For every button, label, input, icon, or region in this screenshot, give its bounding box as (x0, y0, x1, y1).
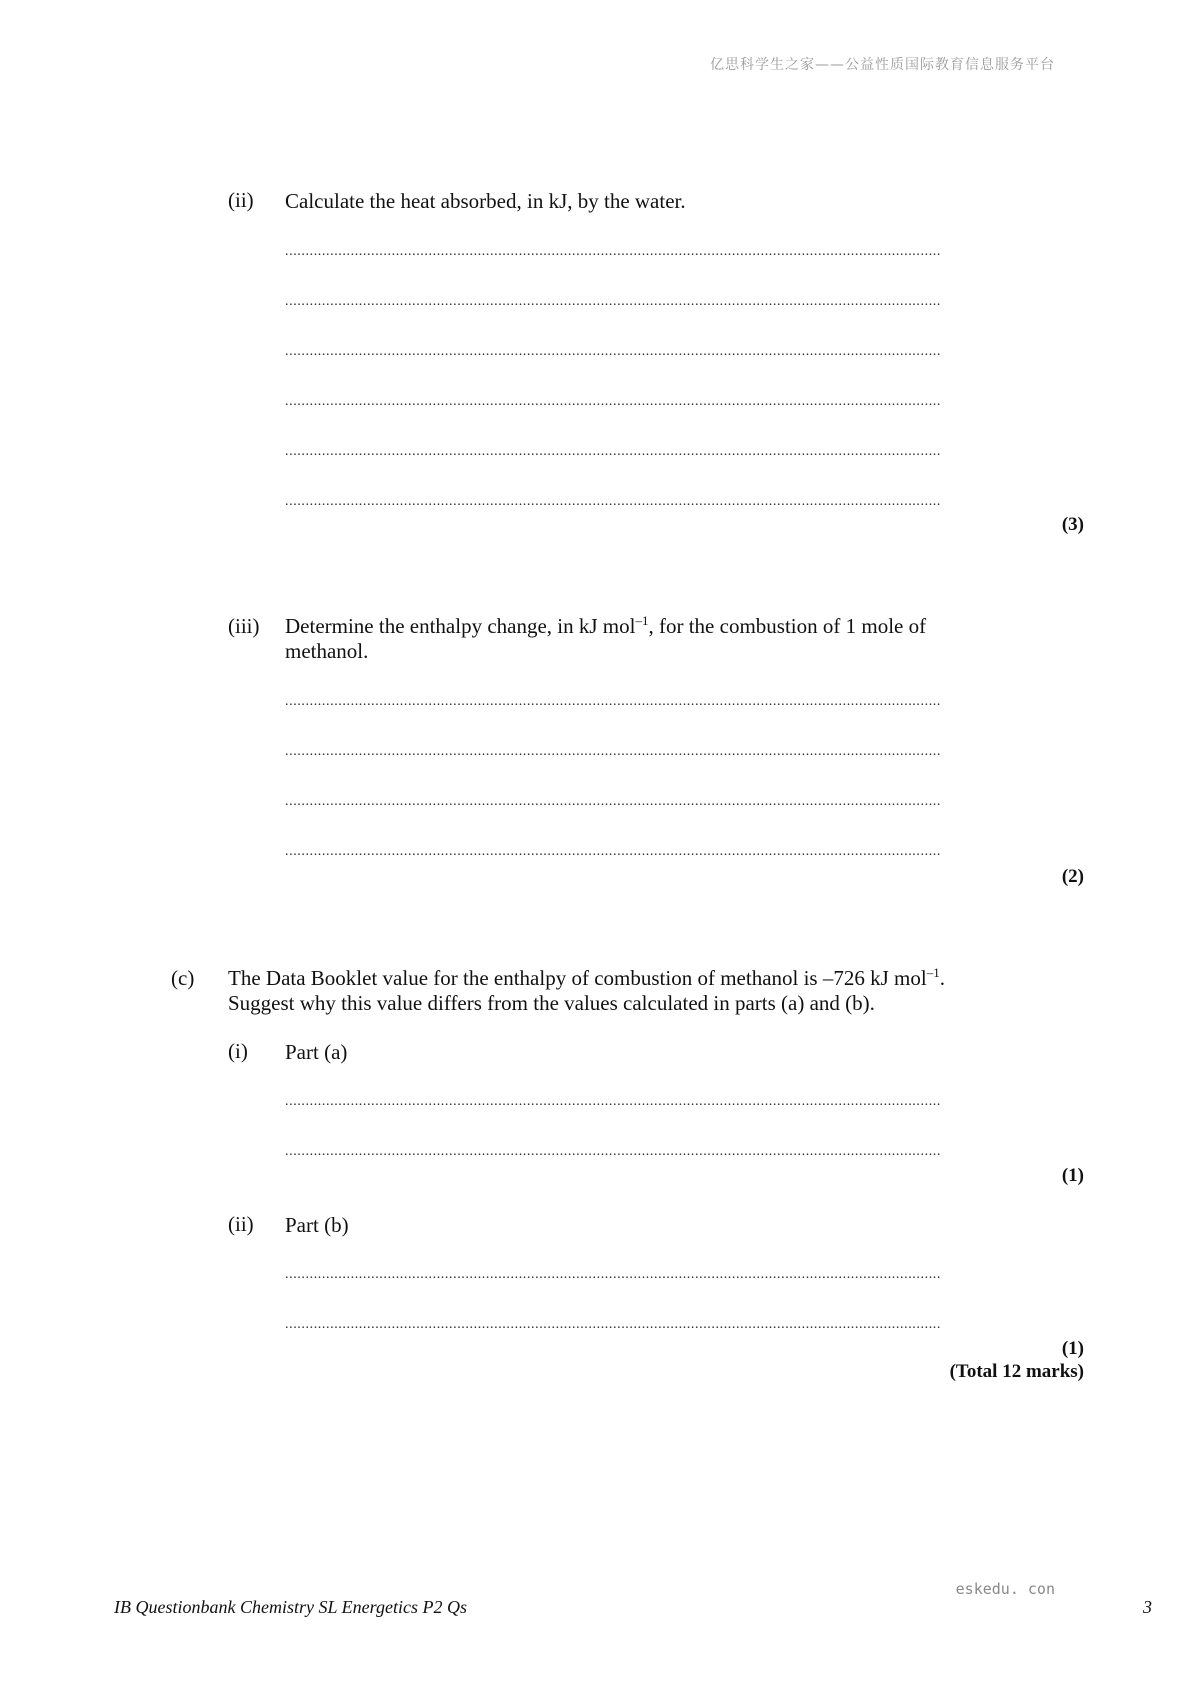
footer-title: IB Questionbank Chemistry SL Energetics P2 Qs (114, 1597, 467, 1617)
question-text-c-line2: Suggest why this value differs from the values calculated in parts (a) and (b). (228, 991, 875, 1015)
question-number-c-i: (i) (228, 1039, 248, 1063)
answer-line[interactable]: ................................................................................................................................................................ (285, 1094, 941, 1109)
question-number-ii: (ii) (228, 188, 254, 212)
header-watermark: 亿思科学生之家——公益性质国际教育信息服务平台 (710, 57, 1055, 73)
question-text-iii-main: Determine the enthalpy change, in kJ mol (285, 614, 636, 638)
answer-line[interactable]: ................................................................................................................................................................ (285, 294, 941, 309)
answer-line[interactable]: ................................................................................................................................................................ (285, 844, 941, 859)
answer-line[interactable]: ................................................................................................................................................................ (285, 744, 941, 759)
question-text-c-tail: . (939, 966, 945, 990)
answer-line[interactable]: ................................................................................................................................................................ (285, 794, 941, 809)
marks-c-i: (1) (1061, 1165, 1084, 1186)
question-text-iii-line2: methanol. (285, 639, 369, 663)
answer-line[interactable]: ................................................................................................................................................................ (285, 344, 941, 359)
superscript-minus-one: –1 (635, 613, 649, 628)
question-text-iii (285, 614, 985, 664)
footer-watermark: eskedu. con (955, 1580, 1055, 1598)
question-text-c-i: Part (a) (285, 1040, 348, 1064)
answer-line[interactable]: ................................................................................................................................................................ (285, 494, 941, 509)
question-number-iii: (iii) (228, 614, 260, 638)
answer-line[interactable]: ................................................................................................................................................................ (285, 244, 941, 259)
page-number: 3 (1143, 1597, 1152, 1617)
question-text-ii: Calculate the heat absorbed, in kJ, by the water. (285, 189, 686, 213)
answer-line[interactable]: ................................................................................................................................................................ (285, 444, 941, 459)
question-number-c-ii: (ii) (228, 1212, 254, 1236)
answer-line[interactable]: ................................................................................................................................................................ (285, 394, 941, 409)
answer-line[interactable]: ................................................................................................................................................................ (285, 1317, 941, 1332)
superscript-minus-one: –1 (926, 965, 940, 980)
question-text-c-ii: Part (b) (285, 1213, 349, 1237)
question-text-iii-tail: , for the combustion of 1 mole of (648, 614, 927, 638)
question-text-c-main: The Data Booklet value for the enthalpy of combustion of methanol is –726 kJ mol (228, 966, 927, 990)
marks-iii: (2) (1061, 866, 1084, 887)
question-text-c (228, 966, 1028, 1016)
question-letter-c: (c) (171, 966, 195, 990)
marks-c-ii: (1) (1061, 1338, 1084, 1359)
answer-line[interactable]: ................................................................................................................................................................ (285, 1267, 941, 1282)
total-marks: (Total 12 marks) (949, 1361, 1084, 1382)
marks-ii: (3) (1061, 514, 1084, 535)
answer-line[interactable]: ................................................................................................................................................................ (285, 1144, 941, 1159)
answer-line[interactable]: ................................................................................................................................................................ (285, 694, 941, 709)
